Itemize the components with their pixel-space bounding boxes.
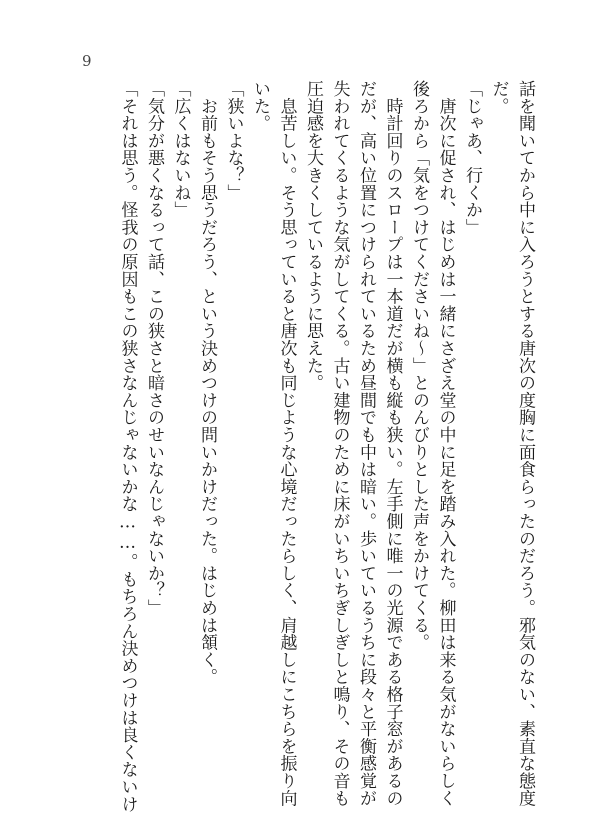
page-number: 9 — [82, 52, 92, 70]
text-line: お前もそう思うだろう、という決めつけの問いかけだった。はじめは頷く。 — [197, 80, 217, 686]
text-line: 唐次に促され、はじめは一緒にさざえ堂の中に足を踏み入れた。柳田は来る気がないらしく — [435, 80, 456, 807]
text-line: だ。 — [488, 80, 509, 115]
text-line: 「気分が悪くなるって話、この狭さと暗さのせいなんじゃないか？」 — [144, 80, 164, 617]
text-line: 時計回りのスロープは一本道だが横も縦も狭い。左手側に唯一の光源である格子窓があるの — [382, 80, 403, 807]
text-line: 「広くはないね」 — [170, 80, 191, 219]
text-line: 話を聞いてから中に入ろうとする唐次の度胸に面食らったのだろう。邪気のない、素直な態度 — [515, 80, 535, 807]
text-line: 息苦しい。そう思っていると唐次も同じような心境だったらしく、肩越しにこちらを振り向 — [276, 80, 297, 807]
text-line: 後ろから「気をつけてくださいね〜」とのんびりとした声をかけてくる。 — [409, 80, 429, 651]
text-line: 「それは思う。怪我の原因もこの狭さなんじゃないかな……。もちろん決めつけは良くないけ — [117, 80, 138, 813]
text-line: 失われてくるような気がしてくる。古い建物のために床がいちいちぎしぎしと鳴り、その音も — [329, 80, 350, 807]
text-line: 圧迫感を大きくしているように思えた。 — [303, 80, 323, 392]
text-line: だが、高い位置につけられているため昼間でも中は暗い。歩いているうちに段々と平衡感覚が — [356, 80, 376, 807]
text-line: いた。 — [250, 80, 270, 132]
text-line: 「狭いよな？」 — [223, 80, 244, 202]
body-text — [114, 80, 538, 813]
text-line: 「じゃあ、行くか」 — [462, 80, 482, 236]
